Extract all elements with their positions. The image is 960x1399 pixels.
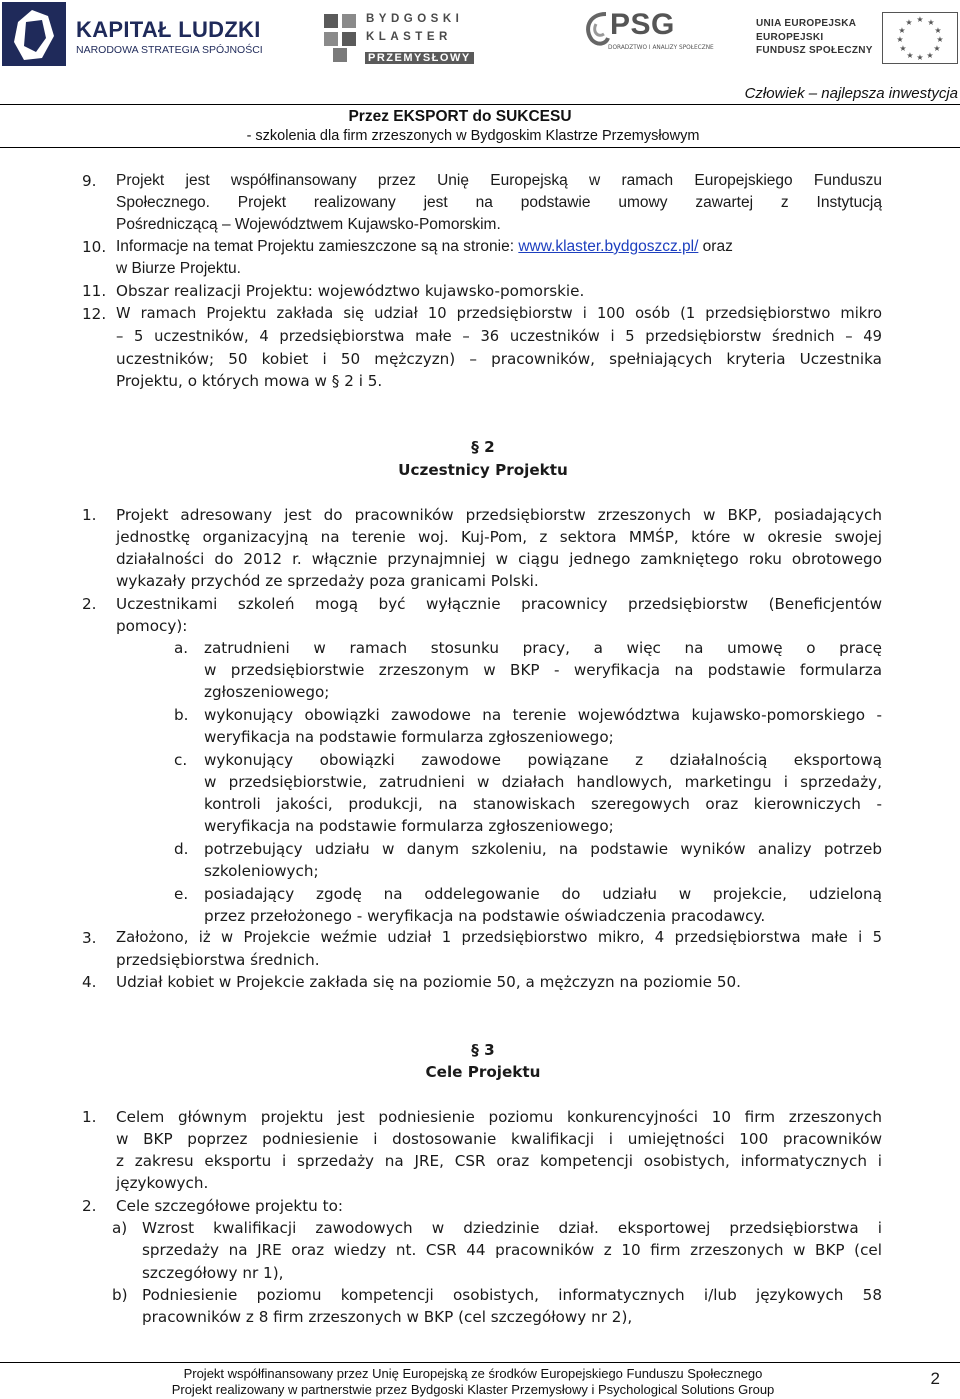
list-item-text: Celem głównym projektu jest podniesienie poziomu konkurencyjności 10 firm zrzeszonych	[116, 1108, 882, 1126]
list-item-text: Społecznego. Projekt realizowany jest na podstawie umowy zawartej z Instytucją	[116, 194, 882, 211]
svg-text:★: ★	[936, 35, 944, 44]
eu-line-1: UNIA EUROPEJSKA	[756, 18, 857, 29]
list-number: 2.	[82, 1197, 97, 1215]
list-number: 2.	[82, 595, 97, 613]
kapital-ludzki-subtitle: NARODOWA STRATEGIA SPÓJNOŚCI	[76, 44, 263, 56]
eu-line-2: EUROPEJSKI	[756, 32, 824, 43]
sublist-marker: a.	[174, 639, 189, 657]
section-3-symbol: § 3	[471, 1041, 495, 1059]
list-item-text: Obszar realizacji Projektu: województwo kujawsko-pomorskie.	[116, 282, 585, 300]
list-item-text: Projektu, o których mowa w § 2 i 5.	[116, 372, 383, 390]
list-number: 1.	[82, 506, 97, 524]
svg-text:★: ★	[916, 15, 924, 24]
footer-line-1: Projekt współfinansowany przez Unię Europejską ze środków Europejskiego Funduszu Społecznego	[183, 1366, 763, 1381]
list-item-text: z zakresu eksportu i sprzedaży na JRE, CSR oraz kompetencji osobistych, informatycznych i	[116, 1152, 882, 1170]
list-item-text: działalności do 2012 r. włącznie przynajmniej w ciągu jednego zamkniętego roku obrotowego	[116, 550, 882, 568]
sublist-item-text: posiadający zgodę na oddelegowanie do udziału w projekcie, udzieloną	[204, 885, 882, 903]
svg-text:★: ★	[905, 18, 913, 27]
sublist-item-text: w przedsiębiorstwie, zatrudnieni w działach handlowych, marketingu i sprzedaży,	[204, 773, 882, 791]
page-number: 2	[930, 1369, 940, 1388]
sublist-marker: b)	[112, 1286, 128, 1304]
sublist-item-text: zatrudnieni w ramach stosunku pracy, a więc na umowę o pracę	[204, 639, 882, 657]
list-item-text: Udział kobiet w Projekcie zakłada się na poziomie 50, a mężczyzn na poziomie 50.	[116, 973, 741, 991]
footer-divider	[0, 1362, 960, 1363]
klaster-line-1: BYDGOSKI	[366, 13, 464, 25]
list-number: 1.	[82, 1108, 97, 1126]
list-item-text: jednostkę organizacyjną na terenie woj. Kuj-Pom, z sektora MMŚP, które w okresie swojej	[116, 528, 882, 546]
list-item-text: Cele szczegółowe projektu to:	[116, 1197, 343, 1215]
sublist-item-text: weryfikacja na podstawie formularza zgłoszeniowego;	[204, 817, 614, 835]
list-item-text: – 5 uczestników, 4 przedsiębiorstwa małe – 36 uczestników i 5 przedsiębiorstw średnich – 49	[116, 328, 882, 345]
eu-logo	[752, 12, 957, 64]
list-item-text-part: oraz	[698, 238, 733, 255]
svg-text:★: ★	[899, 44, 907, 53]
list-number: 12.	[82, 305, 107, 323]
sublist-marker: c.	[174, 751, 188, 769]
sublist-item-text: kontroli jakości, produkcji, na stanowiskach szeregowych oraz kierowniczych -	[204, 795, 882, 813]
svg-text:★: ★	[916, 53, 924, 62]
list-item-text: pomocy):	[116, 617, 188, 635]
psg-logo	[582, 8, 714, 64]
header-divider-bottom	[0, 147, 960, 148]
sublist-marker: d.	[174, 840, 189, 858]
list-item-text: w BKP poprzez podniesienie i dostosowanie kwalifikacji i umiejętności 100 pracowników	[116, 1130, 882, 1148]
header-subtitle: - szkolenia dla firm zrzeszonych w Bydgoskim Klastrze Przemysłowym	[246, 128, 700, 144]
list-item-text-part: Informacje na temat Projektu zamieszczone są na stronie:	[116, 238, 519, 255]
list-item-text: językowych.	[116, 1174, 209, 1192]
section-2-title: Uczestnicy Projektu	[398, 461, 568, 479]
sublist-marker: b.	[174, 706, 189, 724]
psg-subtitle: DORADZTWO I ANALIZY SPOŁECZNE	[608, 45, 714, 51]
eu-line-3: FUNDUSZ SPOŁECZNY	[756, 45, 873, 56]
kapital-ludzki-emblem-icon	[2, 2, 68, 66]
svg-text:★: ★	[906, 51, 914, 60]
list-item-text: Uczestnikami szkoleń mogą być wyłącznie pracownicy przedsiębiorstw (Beneficjentów	[116, 595, 882, 613]
svg-text:★: ★	[926, 51, 934, 60]
sublist-item-text: pracowników z 8 firm zrzeszonych w BKP (cel szczegółowy nr 2),	[142, 1308, 633, 1326]
list-item-text: Pośredniczącą – Województwem Kujawsko-Pomorskim.	[116, 216, 501, 233]
list-number: 9.	[82, 172, 97, 190]
list-number: 11.	[82, 282, 107, 300]
list-item-text	[116, 236, 733, 258]
svg-text:★: ★	[933, 44, 941, 53]
sublist-item-text: wykonujący obowiązki zawodowe na terenie województwa kujawsko-pomorskiego -	[204, 706, 882, 724]
list-item-text: Projekt adresowany jest do pracowników przedsiębiorstw zrzeszonych w BKP, posiadających	[116, 506, 882, 524]
kapital-ludzki-logo	[2, 2, 263, 66]
tagline: Człowiek – najlepsza inwestycja	[744, 85, 958, 102]
list-item-text: W ramach Projektu zakłada się udział 10 przedsiębiorstw i 100 osób (1 przedsiębiorstwo mikro	[116, 305, 882, 322]
sublist-item-text: szkoleniowych;	[204, 862, 319, 880]
kapital-ludzki-title: KAPITAŁ LUDZKI	[76, 17, 261, 42]
psg-wordmark: PSG	[610, 8, 675, 41]
bydgoski-klaster-logo	[322, 10, 497, 66]
svg-text:★: ★	[896, 35, 904, 44]
sublist-marker: e.	[174, 885, 189, 903]
list-number: 4.	[82, 973, 97, 991]
klaster-line-2: KLASTER	[366, 31, 452, 43]
sublist-item-text: sprzedaży na JRE oraz wiedzy nt. CSR 44 pracowników z 10 firm zrzeszonych w BKP (cel	[142, 1241, 882, 1259]
list-item-text: Projekt jest współfinansowany przez Unię Europejską w ramach Europejskiego Funduszu	[116, 172, 882, 189]
svg-text:★: ★	[898, 26, 906, 35]
list-item-text: w Biurze Projektu.	[116, 260, 241, 277]
header-divider-top	[0, 104, 960, 105]
svg-text:★: ★	[934, 26, 942, 35]
list-item-text: uczestników; 50 kobiet i 50 mężczyzn) – pracowników, spełniających kryteria Uczestnika	[116, 350, 882, 368]
section-2-symbol: § 2	[471, 438, 495, 456]
sublist-item-text: weryfikacja na podstawie formularza zgłoszeniowego;	[204, 728, 614, 746]
list-item-text: wykazały przychód ze sprzedaży poza granicami Polski.	[116, 572, 539, 590]
header-title: Przez EKSPORT do SUKCESU	[348, 108, 572, 125]
eu-flag-icon	[882, 12, 958, 64]
klaster-emblem-icon	[322, 12, 362, 64]
sublist-item-text: przez przełożonego - weryfikacja na podstawie oświadczenia pracodawcy.	[204, 907, 766, 925]
sublist-item-text: potrzebujący udziału w danym szkoleniu, na podstawie wyników analizy potrzeb	[204, 840, 882, 858]
sublist-item-text: zgłoszeniowego;	[204, 683, 330, 701]
klaster-line-3: PRZEMYSŁOWY	[365, 52, 474, 64]
website-link[interactable]: www.klaster.bydgoszcz.pl/	[518, 238, 699, 255]
list-item-text: przedsiębiorstwa średnich.	[116, 951, 320, 969]
footer-line-2: Projekt realizowany w partnerstwie przez Bydgoski Klaster Przemysłowy i Psychological Solutions Group	[171, 1382, 775, 1397]
sublist-item-text: wykonujący obowiązki zawodowe powiązane z działalnością eksportową	[204, 751, 882, 769]
psg-emblem-icon	[582, 10, 612, 50]
sublist-item-text: Wzrost kwalifikacji zawodowych w dziedzinie dział. eksportowej przedsiębiorstwa i	[142, 1219, 882, 1237]
sublist-item-text: Podniesienie poziomu kompetencji osobistych, informatycznych i/lub językowych 58	[142, 1286, 882, 1304]
list-number: 10.	[82, 238, 107, 256]
list-number: 3.	[82, 929, 97, 947]
sublist-item-text: szczegółowy nr 1),	[142, 1264, 284, 1282]
sublist-marker: a)	[112, 1219, 128, 1237]
sublist-item-text: w przedsiębiorstwie zrzeszonym w BKP - weryfikacja na podstawie formularza	[204, 661, 882, 679]
svg-text:★: ★	[927, 18, 935, 27]
list-item-text: Założono, iż w Projekcie weźmie udział 1 przedsiębiorstwo mikro, 4 przedsiębiorstwa małe i 5	[116, 929, 882, 946]
section-3-title: Cele Projektu	[425, 1063, 541, 1081]
